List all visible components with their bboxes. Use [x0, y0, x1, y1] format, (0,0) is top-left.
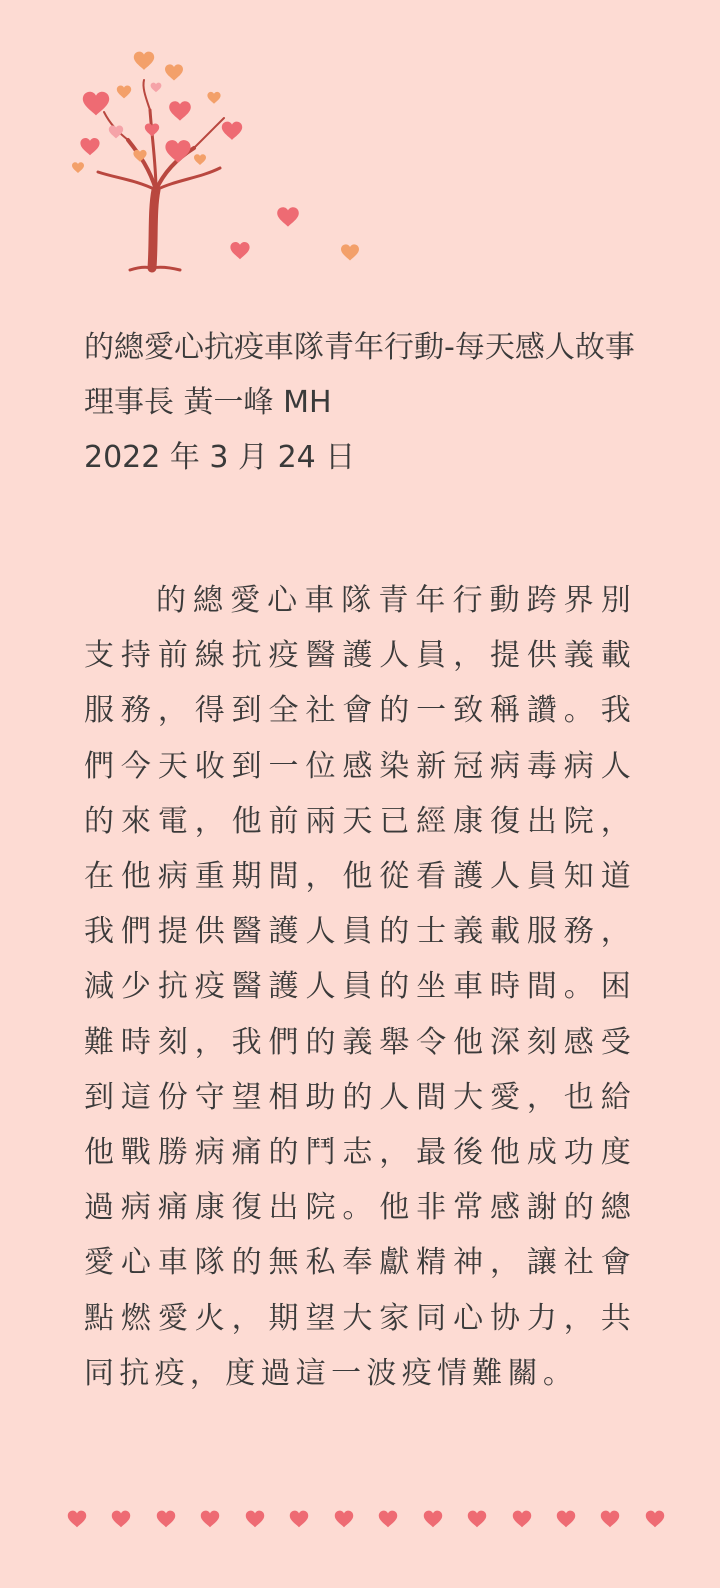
heart-icon: [110, 1508, 132, 1532]
heart-icon: [377, 1508, 399, 1532]
heart-divider-row: [66, 1508, 666, 1532]
article-header: [84, 320, 644, 485]
heart-icon: [599, 1508, 621, 1532]
heart-icon: [644, 1508, 666, 1532]
date-line: 2022 年 3 月 24 日: [84, 440, 356, 475]
heart-icon: [199, 1508, 221, 1532]
heart-icon: [422, 1508, 444, 1532]
heart-icon: [511, 1508, 533, 1532]
heart-icon: [244, 1508, 266, 1532]
heart-icon: [466, 1508, 488, 1532]
heart-icon: [288, 1508, 310, 1532]
heart-icon: [555, 1508, 577, 1532]
heart-icon: [333, 1508, 355, 1532]
heart-icon: [66, 1508, 88, 1532]
author-line: 理事長 黃一峰 MH: [84, 385, 332, 420]
article-body: 的總愛心車隊青年行動跨界別支持前線抗疫醫護人員，提供義載服務，得到全社會的一致稱讚。我們今天收到一位感染新冠病毒病人的來電，他前兩天已經康復出院，在他病重期間，他從看護人員知道我們提供醫護人員的士義載服務，減少抗疫醫護人員的坐車時間。困難時刻，我們的義舉令他深刻感受到這份守望相助的人間大愛，也給他戰勝病痛的鬥志，最後他成功度過病痛康復出院。他非常感謝的總愛心車隊的無私奉獻精神，讓社會點燃愛火，期望大家同心协力，共同抗疫，度過這一波疫情難關。: [84, 583, 636, 1391]
heart-icon: [155, 1508, 177, 1532]
article-title: 的總愛心抗疫車隊青年行動-每天感人故事: [84, 330, 635, 365]
heart-tree-icon: [60, 40, 380, 280]
